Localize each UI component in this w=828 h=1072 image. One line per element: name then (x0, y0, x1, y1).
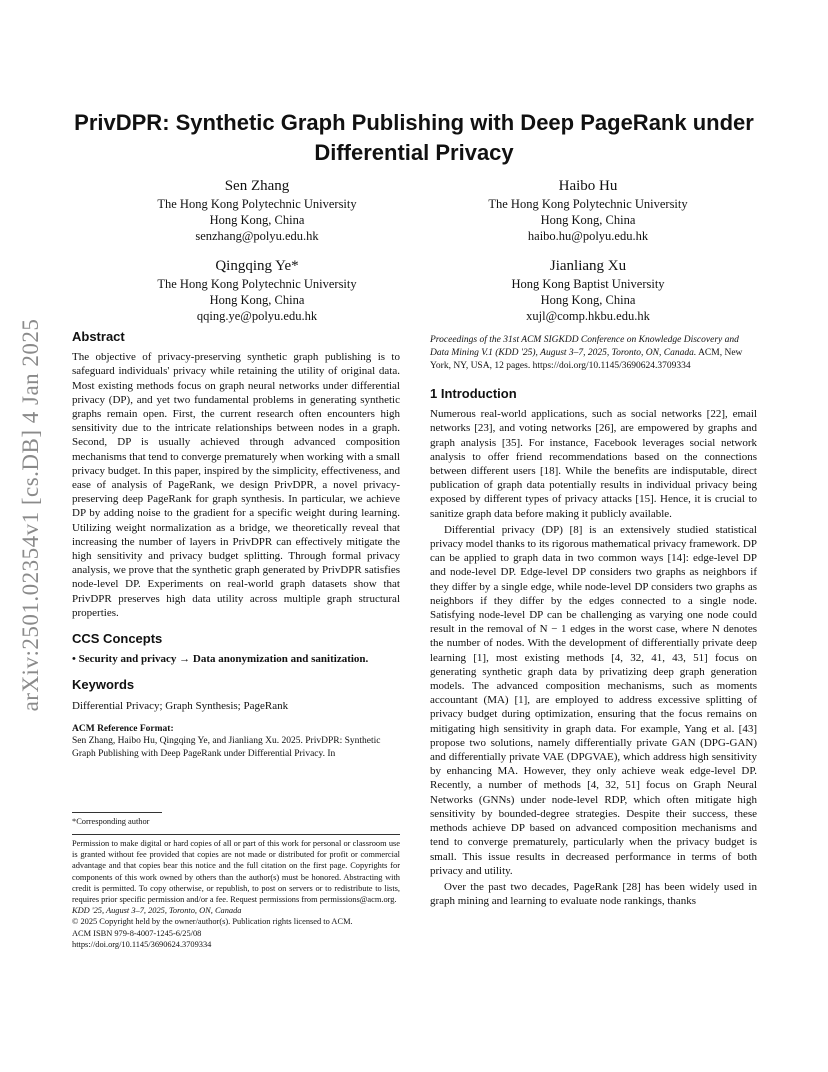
corresponding-author-note: *Corresponding author (72, 817, 150, 826)
right-column (430, 334, 757, 908)
author-name: Qingqing Ye* (215, 258, 299, 274)
intro-paragraph-2: Differential privacy (DP) [8] is an extensively studied statistical privacy model thanks to its rigorous mathematical privacy framework. DP can be applied to graph data in two common ways [14]: edge-level DP and node-level DP. Edge-level DP considers two graphs as neighbors if they differ by a single edge, while node-level DP considers two graphs as neighbors if they differ by the edges connected to a single node. Satisfying node-level DP can be challenging as varying one node could result in the removal of N − 1 edges in the worst case, where N denotes the number of nodes. With the development of differentially private deep learning [1], most existing methods [4, 32, 41, 43, 51] focus on generating synthetic graph data by privatizing deep graph generation models. The advanced composition mechanisms, such as moments accountant (MA) [1], are employed to address excessive splitting of privacy budget during optimization, ensuring that the focus remains on mitigating high sensitivity in graph data. For example, Yang et al. [43] propose two solutions, namely differentially private GAN (DPG-GAN) and differentially private VAE (DPGVAE), which address high sensitivity by enhancing MA. However, they only achieve weak edge-level DP. Recently, a number of methods [4, 32, 51] focus on Graph Neural Networks (GNNs) under node-level RDP, which often mitigate high sensitivity by bounded-degree strategies. Despite their success, these methods achieve DP based on advanced composition mechanisms and tend to converge prematurely, particularly when the privacy budget is small. This issue results in decreased performance in terms of both privacy and utility. (430, 523, 757, 877)
permission-copyright: © 2025 Copyright held by the owner/author(s). Publication rights licensed to ACM. (72, 917, 353, 927)
author-block (117, 176, 397, 244)
author-location: Hong Kong, China (209, 213, 305, 227)
author-name: Sen Zhang (224, 178, 290, 194)
proceedings-rest: ACM, New York, NY, USA, 12 pages. https://doi.org/10.1145/3690624.3709334 (430, 348, 743, 371)
acm-ref-heading: ACM Reference Format: (72, 723, 174, 734)
author-affiliation: The Hong Kong Polytechnic University (157, 277, 357, 291)
permission-rule (72, 834, 400, 835)
author-name: Haibo Hu (558, 178, 618, 194)
proceedings-note (430, 334, 757, 373)
permission-doi: https://doi.org/10.1145/3690624.3709334 (72, 939, 212, 949)
abstract-text: The objective of privacy-preserving synthetic graph publishing is to safeguard individuals' privacy while retaining the utility of original data. Most existing methods focus on graph neural networks under differential privacy (DP), and yet two fundamental problems in generating synthetic graphs remain open. First, the current research often encounters high sensitivity due to the intricate relationships between nodes in a graph. Second, DP is usually achieved through advanced composition mechanisms that tend to converge prematurely when working with a small privacy budget. In this paper, inspired by the simplicity, effectiveness, and ease of analysis of PageRank, we design PrivDPR, a novel privacy-preserving deep PageRank for graph synthesis. In particular, we achieve DP by adding noise to the gradient for a specific weight during learning. Utilizing weight normalization as a bridge, we theoretically reveal that increasing the number of layers in PrivDPR can effectively mitigate the high sensitivity and privacy budget splitting. Through formal privacy analysis, we prove that the synthetic graph generated by PrivDPR satisfies node-level DP. Experiments on real-world graph datasets show that PrivDPR preserves high data utility across multiple graph structural properties. (72, 351, 400, 619)
author-location: Hong Kong, China (540, 213, 636, 227)
author-affiliation: Hong Kong Baptist University (511, 277, 665, 291)
introduction-heading: 1 Introduction (430, 386, 517, 401)
proceedings-italic: Proceedings of the 31st ACM SIGKDD Conference on Knowledge Discovery and Data Mining V.1 (KDD '25), August 3–7, 2025, Toronto, ON, Canada. (430, 335, 739, 358)
ccs-heading: CCS Concepts (72, 631, 163, 647)
author-email: haibo.hu@polyu.edu.hk (527, 229, 649, 243)
author-email: qqing.ye@polyu.edu.hk (196, 309, 318, 323)
author-block (448, 176, 728, 244)
author-affiliation: The Hong Kong Polytechnic University (157, 197, 357, 211)
arxiv-id: arXiv:2501.02354v1 [cs.DB] 4 Jan 2025 (18, 318, 43, 712)
intro-paragraph-1: Numerous real-world applications, such as social networks [22], email networks [23], and voting networks [26], are empowered by graphs and graph analysis [35]. For instance, Facebook leverages social network analysis to offer friend recommendations based on the connections between different users [18]. While the benefits are indisputable, direct publication of graph data potentially results in individual privacy being exposed by different types of privacy attacks [15]. Hence, it is crucial to sanitize graph data before making it publicly available. (430, 408, 757, 520)
author-location: Hong Kong, China (540, 293, 636, 307)
intro-paragraph-3: Over the past two decades, PageRank [28] has been widely used in graph mining and learning to evaluate node rankings, thanks (430, 880, 757, 908)
arxiv-stamp (14, 300, 48, 730)
footnote-rule (72, 812, 162, 813)
permission-isbn: ACM ISBN 979-8-4007-1245-6/25/08 (72, 928, 202, 938)
author-block (117, 256, 397, 324)
left-column (72, 330, 400, 760)
author-email: xujl@comp.hkbu.edu.hk (526, 309, 650, 323)
permission-text: Permission to make digital or hard copies of all or part of this work for personal or classroom use is granted without fee provided that copies are not made or distributed for profit or commercial advantage and that copies bear this notice and the full citation on the first page. Copyrights for components of this work owned by others than the author(s) must be honored. Abstracting with credit is permitted. To copy otherwise, or republish, to post on servers or to redistribute to lists, requires prior specific permission and/or a fee. Request permissions from permissions@acm.org. (72, 839, 400, 905)
paper-title: PrivDPR: Synthetic Graph Publishing with Deep PageRank under Differential Privacy (74, 110, 754, 165)
acm-ref-text: Sen Zhang, Haibo Hu, Qingqing Ye, and Jianliang Xu. 2025. PrivDPR: Synthetic Graph Publishing with Deep PageRank under Differential Privacy. In (72, 736, 381, 759)
ccs-text: • Security and privacy → Data anonymization and sanitization. (72, 653, 369, 666)
keywords-heading: Keywords (72, 677, 135, 693)
abstract-heading: Abstract (72, 329, 125, 344)
author-name: Jianliang Xu (549, 258, 627, 274)
permission-block (72, 838, 400, 950)
keywords-text: Differential Privacy; Graph Synthesis; PageRank (72, 699, 289, 712)
author-location: Hong Kong, China (209, 293, 305, 307)
author-affiliation: The Hong Kong Polytechnic University (488, 197, 688, 211)
author-email: senzhang@polyu.edu.hk (195, 229, 319, 243)
author-block (448, 256, 728, 324)
permission-conf: KDD '25, August 3–7, 2025, Toronto, ON, Canada (72, 906, 242, 916)
